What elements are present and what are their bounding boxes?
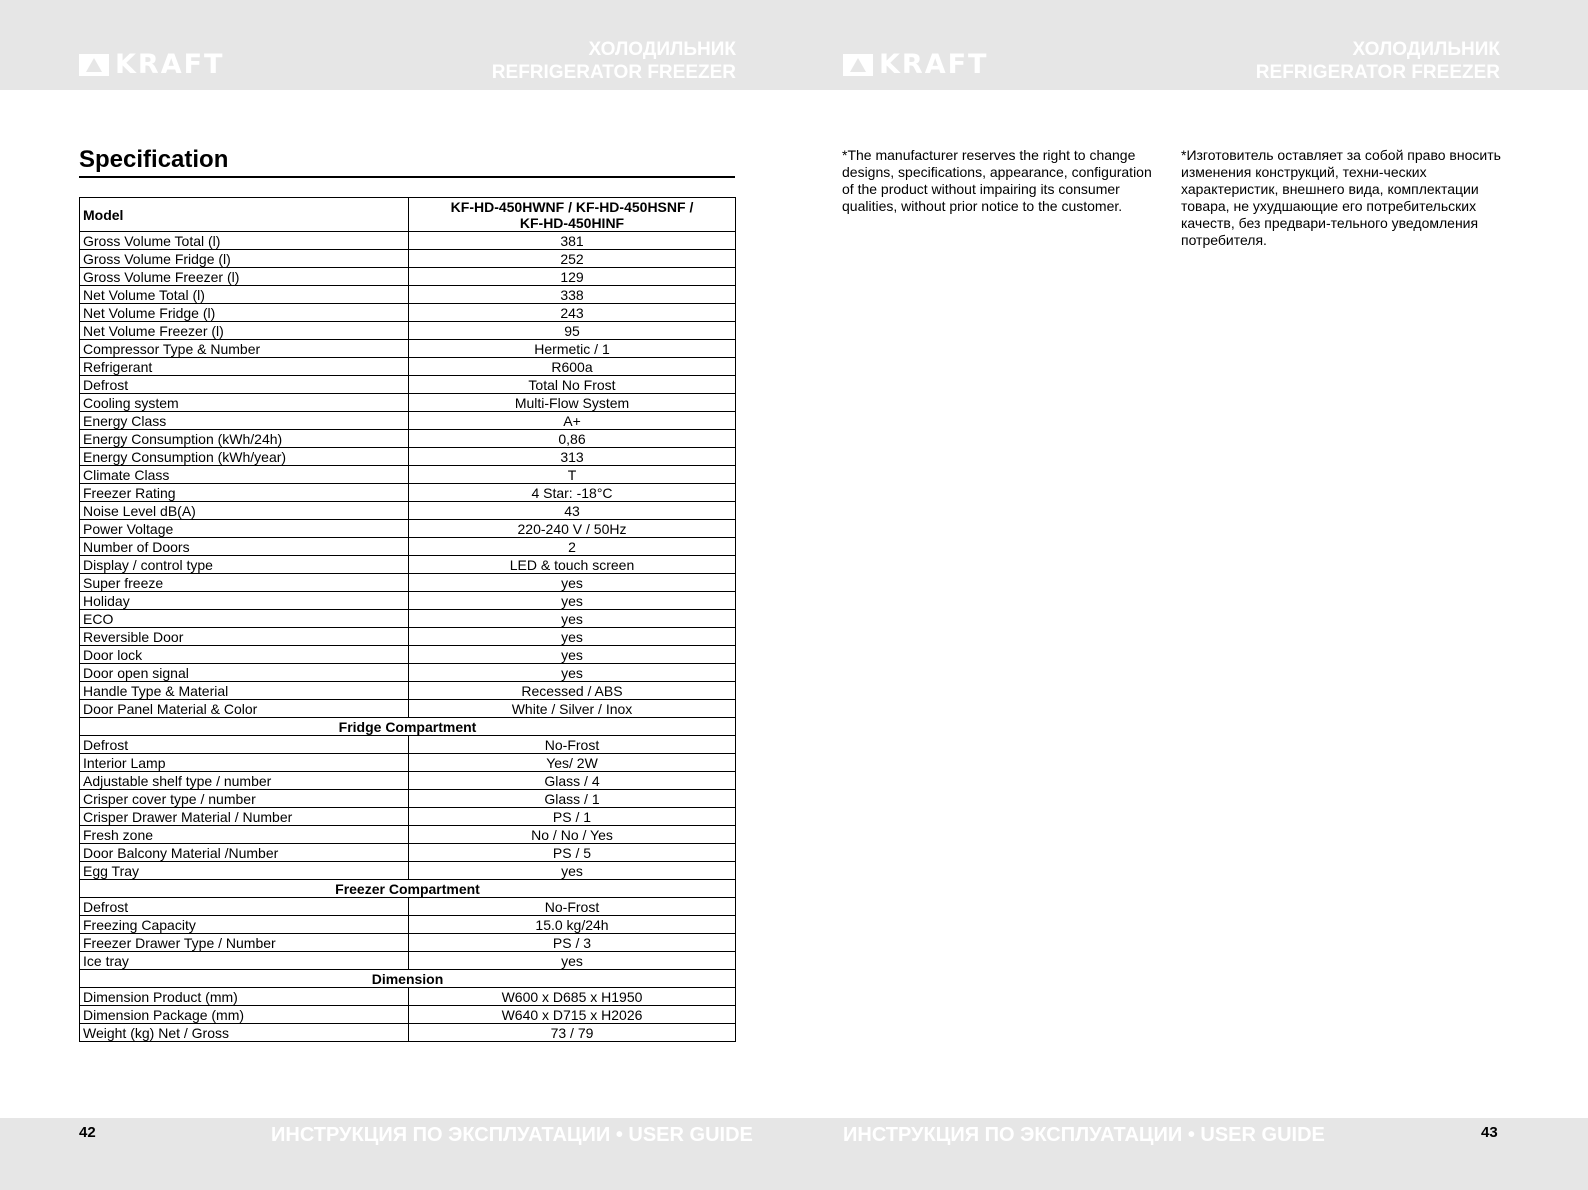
spec-value: W600 x D685 x H1950 xyxy=(409,988,736,1006)
table-row xyxy=(80,538,736,556)
page-number-right: 43 xyxy=(1481,1124,1498,1141)
spec-value: 243 xyxy=(409,304,736,322)
table-row xyxy=(80,682,736,700)
spec-value: 43 xyxy=(409,502,736,520)
spec-value: 338 xyxy=(409,286,736,304)
spec-label: Net Volume Freezer (l) xyxy=(80,322,409,340)
spec-value: LED & touch screen xyxy=(409,556,736,574)
spec-value: 252 xyxy=(409,250,736,268)
spec-label: Climate Class xyxy=(80,466,409,484)
kraft-logo-right xyxy=(843,49,989,80)
spec-label: Handle Type & Material xyxy=(80,682,409,700)
header-title-en: REFRIGERATOR FREEZER xyxy=(1255,62,1500,83)
table-row xyxy=(80,358,736,376)
header-title-ru: ХОЛОДИЛЬНИК xyxy=(1352,39,1500,60)
section-row-fridge xyxy=(80,718,736,736)
spec-value: 129 xyxy=(409,268,736,286)
spec-label: Fresh zone xyxy=(80,826,409,844)
table-row xyxy=(80,952,736,970)
table-row xyxy=(80,466,736,484)
spec-value: 2 xyxy=(409,538,736,556)
spec-label: Crisper cover type / number xyxy=(80,790,409,808)
spec-value: PS / 3 xyxy=(409,934,736,952)
spec-label: Noise Level dB(A) xyxy=(80,502,409,520)
footer-right: ИНСТРУКЦИЯ ПО ЭКСПЛУАТАЦИИ • USER GUIDE xyxy=(843,1124,1325,1146)
page-number-left: 42 xyxy=(79,1124,96,1141)
spec-value: White / Silver / Inox xyxy=(409,700,736,718)
spec-label: Defrost xyxy=(80,736,409,754)
table-row xyxy=(80,484,736,502)
spec-value: yes xyxy=(409,628,736,646)
spec-value: Multi-Flow System xyxy=(409,394,736,412)
section-row-dimension xyxy=(80,970,736,988)
spec-label: Interior Lamp xyxy=(80,754,409,772)
spec-value: 0,86 xyxy=(409,430,736,448)
table-row xyxy=(80,448,736,466)
spec-value: yes xyxy=(409,574,736,592)
table-row xyxy=(80,700,736,718)
spec-value: A+ xyxy=(409,412,736,430)
footer-band xyxy=(0,1118,1588,1190)
table-row xyxy=(80,736,736,754)
spec-label: Gross Volume Freezer (l) xyxy=(80,268,409,286)
kraft-logo-left xyxy=(79,49,225,80)
table-row xyxy=(80,412,736,430)
spec-value: T xyxy=(409,466,736,484)
spec-label: Energy Consumption (kWh/24h) xyxy=(80,430,409,448)
model-value-line1: KF-HD-450HWNF / KF-HD-450HSNF / xyxy=(450,198,694,215)
spec-label: Door Panel Material & Color xyxy=(80,700,409,718)
spec-value: yes xyxy=(409,592,736,610)
spec-value: PS / 5 xyxy=(409,844,736,862)
spec-label: Cooling system xyxy=(80,394,409,412)
spec-value: yes xyxy=(409,664,736,682)
spec-label: Number of Doors xyxy=(80,538,409,556)
spec-value: yes xyxy=(409,862,736,880)
header-title-ru: ХОЛОДИЛЬНИК xyxy=(588,39,736,60)
table-row xyxy=(80,592,736,610)
table-row xyxy=(80,394,736,412)
spec-value: 381 xyxy=(409,232,736,250)
table-row xyxy=(80,1006,736,1024)
table-row xyxy=(80,322,736,340)
spec-value: R600a xyxy=(409,358,736,376)
spec-label: Super freeze xyxy=(80,574,409,592)
spec-value: W640 x D715 x H2026 xyxy=(409,1006,736,1024)
spec-value: yes xyxy=(409,646,736,664)
table-row xyxy=(80,286,736,304)
table-row xyxy=(80,934,736,952)
model-label: Model xyxy=(80,198,409,232)
spec-label: Ice tray xyxy=(80,952,409,970)
spec-label: Display / control type xyxy=(80,556,409,574)
spec-label: Dimension Package (mm) xyxy=(80,1006,409,1024)
spec-label: Power Voltage xyxy=(80,520,409,538)
model-value xyxy=(409,198,736,232)
spec-label: ECO xyxy=(80,610,409,628)
spec-value: Glass / 1 xyxy=(409,790,736,808)
table-row xyxy=(80,790,736,808)
table-row xyxy=(80,844,736,862)
spec-label: Door Balcony Material /Number xyxy=(80,844,409,862)
spec-label: Crisper Drawer Material / Number xyxy=(80,808,409,826)
spec-value: 73 / 79 xyxy=(409,1024,736,1042)
spec-value: 313 xyxy=(409,448,736,466)
table-row xyxy=(80,808,736,826)
table-row xyxy=(80,898,736,916)
spec-label: Freezing Capacity xyxy=(80,916,409,934)
header-title-en: REFRIGERATOR FREEZER xyxy=(491,62,736,83)
title-underline xyxy=(79,176,735,178)
spec-label: Refrigerant xyxy=(80,358,409,376)
spec-label: Egg Tray xyxy=(80,862,409,880)
spec-label: Net Volume Total (l) xyxy=(80,286,409,304)
spec-value: yes xyxy=(409,952,736,970)
section-row-freezer xyxy=(80,880,736,898)
table-row xyxy=(80,610,736,628)
table-row xyxy=(80,376,736,394)
table-row xyxy=(80,502,736,520)
spec-label: Energy Class xyxy=(80,412,409,430)
spec-label: Compressor Type & Number xyxy=(80,340,409,358)
section-title: Freezer Compartment xyxy=(80,880,736,898)
table-row xyxy=(80,340,736,358)
spec-label: Gross Volume Fridge (l) xyxy=(80,250,409,268)
table-row xyxy=(80,1024,736,1042)
spec-label: Door open signal xyxy=(80,664,409,682)
table-row xyxy=(80,268,736,286)
spec-value: Recessed / ABS xyxy=(409,682,736,700)
logo-text: KRAFT xyxy=(115,49,225,80)
spec-label: Reversible Door xyxy=(80,628,409,646)
spec-label: Holiday xyxy=(80,592,409,610)
spec-label: Door lock xyxy=(80,646,409,664)
model-value-line2: KF-HD-450HINF xyxy=(519,214,625,231)
spec-value: 15.0 kg/24h xyxy=(409,916,736,934)
table-row xyxy=(80,556,736,574)
spec-value: yes xyxy=(409,610,736,628)
disclaimer-ru: *Изготовитель оставляет за собой право вносить изменения конструкций, техни-ческих характеристик, внешнего вида, комплектации товара, не ухудшающие его потребительских качеств, без предвари-тельного уведомления потребителя. xyxy=(1181,147,1501,248)
kraft-logo-icon xyxy=(843,54,873,76)
specification-table xyxy=(79,197,736,1042)
page-title: Specification xyxy=(79,146,229,173)
table-row xyxy=(80,430,736,448)
spec-label: Weight (kg) Net / Gross xyxy=(80,1024,409,1042)
table-row xyxy=(80,250,736,268)
spec-value: Glass / 4 xyxy=(409,772,736,790)
table-row xyxy=(80,304,736,322)
table-row xyxy=(80,574,736,592)
spec-label: Gross Volume Total (l) xyxy=(80,232,409,250)
spec-label: Adjustable shelf type / number xyxy=(80,772,409,790)
spec-value: Yes/ 2W xyxy=(409,754,736,772)
spec-label: Freezer Drawer Type / Number xyxy=(80,934,409,952)
spec-value: Total No Frost xyxy=(409,376,736,394)
footer-left: ИНСТРУКЦИЯ ПО ЭКСПЛУАТАЦИИ • USER GUIDE xyxy=(271,1124,753,1146)
spec-label: Defrost xyxy=(80,376,409,394)
header-title-left xyxy=(316,38,736,84)
table-row xyxy=(80,826,736,844)
spec-label: Dimension Product (mm) xyxy=(80,988,409,1006)
spec-value: PS / 1 xyxy=(409,808,736,826)
spec-value: Hermetic / 1 xyxy=(409,340,736,358)
table-row xyxy=(80,520,736,538)
spec-label: Freezer Rating xyxy=(80,484,409,502)
table-row xyxy=(80,664,736,682)
table-row-model xyxy=(80,198,736,232)
spec-value: No / No / Yes xyxy=(409,826,736,844)
logo-text: KRAFT xyxy=(879,49,989,80)
spec-label: Energy Consumption (kWh/year) xyxy=(80,448,409,466)
table-row xyxy=(80,754,736,772)
spec-value: No-Frost xyxy=(409,898,736,916)
table-row xyxy=(80,646,736,664)
spec-label: Defrost xyxy=(80,898,409,916)
spec-value: 4 Star: -18°C xyxy=(409,484,736,502)
table-row xyxy=(80,232,736,250)
table-row xyxy=(80,988,736,1006)
spec-label: Net Volume Fridge (l) xyxy=(80,304,409,322)
section-title: Fridge Compartment xyxy=(80,718,736,736)
spec-value: 95 xyxy=(409,322,736,340)
spec-value: 220-240 V / 50Hz xyxy=(409,520,736,538)
disclaimer-en: *The manufacturer reserves the right to change designs, specifications, appearance, configuration of the product without impairing its consumer qualities, without prior notice to the customer. xyxy=(842,147,1152,214)
section-title: Dimension xyxy=(80,970,736,988)
kraft-logo-icon xyxy=(79,54,109,76)
table-row xyxy=(80,772,736,790)
table-row xyxy=(80,628,736,646)
header-title-right xyxy=(1080,38,1500,84)
table-row xyxy=(80,916,736,934)
table-row xyxy=(80,862,736,880)
spec-value: No-Frost xyxy=(409,736,736,754)
